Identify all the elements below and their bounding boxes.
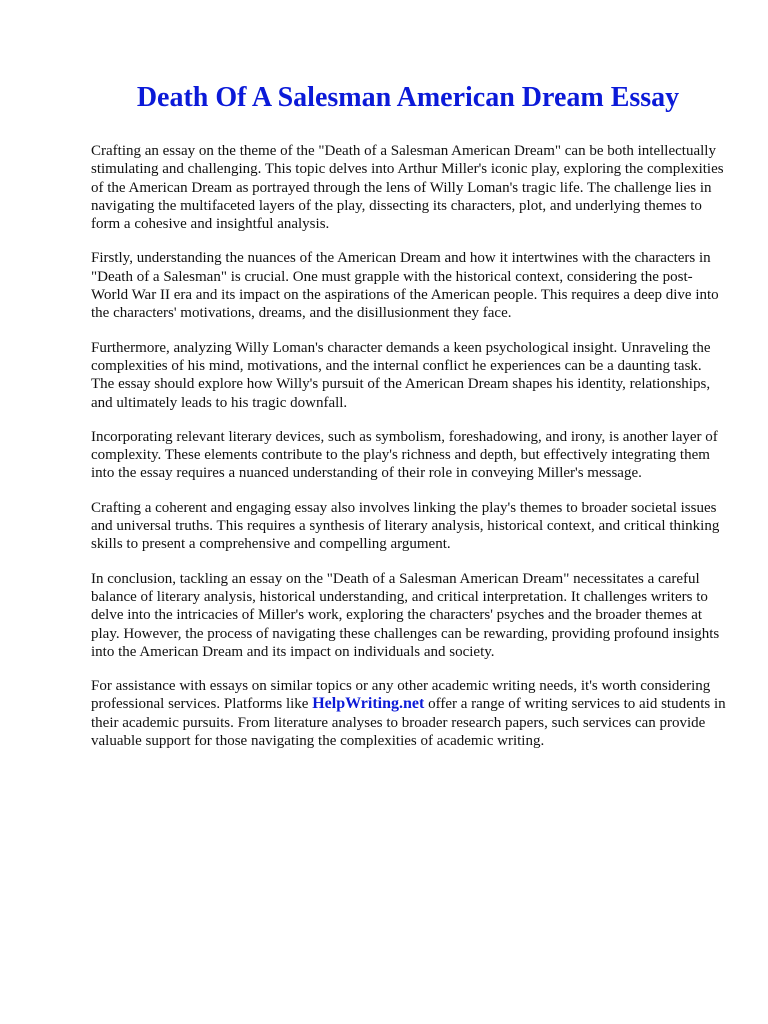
- paragraph-literary-devices: Incorporating relevant literary devices, such as symbolism, foreshadowing, and irony, is another layer of complexity. These elements contribute to the play's richness and depth, but effectively integrating them into the essay requires a nuanced understanding of their role in conveying Miller's message.: [91, 428, 718, 482]
- paragraph-assistance: [91, 677, 728, 750]
- paragraph-conclusion: In conclusion, tackling an essay on the "Death of a Salesman American Dream" necessitates a careful balance of literary analysis, historical understanding, and critical interpretation. It challenges writers to delve into the intricacies of Miller's work, exploring the characters' psyches and the broader themes at play. However, the process of navigating these challenges can be rewarding, providing profound insights into the American Dream and its impact on individuals and society.: [91, 570, 720, 660]
- assistance-text-before-link: For assistance with essays on similar topics or any other academic writing needs, it's worth considering professional services. Platforms like: [91, 678, 711, 713]
- helpwriting-link[interactable]: HelpWriting.net: [312, 695, 425, 713]
- paragraph-american-dream: Firstly, understanding the nuances of the American Dream and how it intertwines with the characters in "Death of a Salesman" is crucial. One must grapple with the historical context, considering the post-World War II era and its impact on the aspirations of the American people. This requires a deep dive into the characters' motivations, dreams, and the disillusionment they face.: [91, 250, 719, 322]
- assistance-text-after-link: offer a range of writing services to aid students in their academic pursuits. From literature analyses to broader research papers, such services can provide valuable support for those navigating the complexities of academic writing.: [91, 696, 726, 750]
- paragraph-intro: Crafting an essay on the theme of the "Death of a Salesman American Dream" can be both intellectually stimulating and challenging. This topic delves into Arthur Miller's iconic play, exploring the complexities of the American Dream as portrayed through the lens of Willy Loman's tragic life. The challenge lies in navigating the multifaceted layers of the play, dissecting its characters, plot, and underlying themes to form a cohesive and insightful analysis.: [91, 143, 724, 233]
- paragraph-themes: Crafting a coherent and engaging essay also involves linking the play's themes to broader societal issues and universal truths. This requires a synthesis of literary analysis, historical context, and critical thinking skills to present a comprehensive and compelling argument.: [91, 499, 720, 553]
- paragraph-willy-loman: Furthermore, analyzing Willy Loman's character demands a keen psychological insight. Unraveling the complexities of his mind, motivations, and the internal conflict he experiences can be a daunting task. The essay should explore how Willy's pursuit of the American Dream shapes his identity, relationships, and ultimately leads to his tragic downfall.: [91, 339, 711, 411]
- page-title: Death Of A Salesman American Dream Essay: [136, 82, 680, 113]
